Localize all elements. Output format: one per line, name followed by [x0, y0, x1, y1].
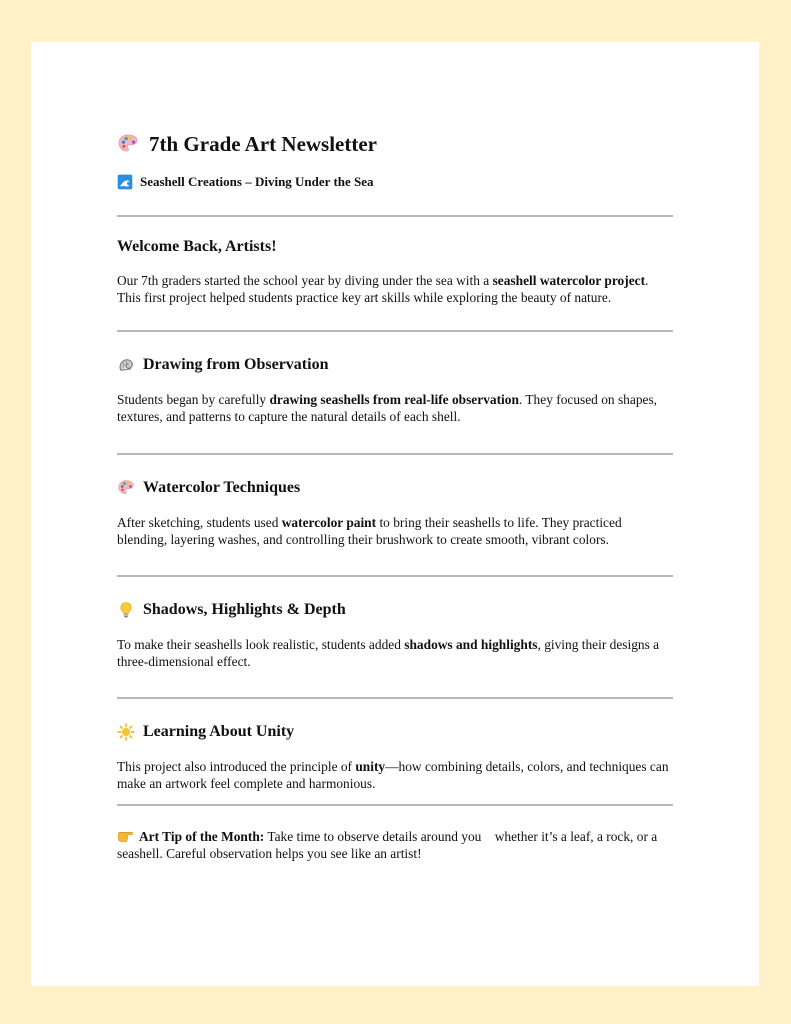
sun-icon [117, 723, 135, 741]
subtitle-row [117, 173, 673, 191]
tip-label: Art Tip of the Month: [139, 829, 265, 844]
observation-paragraph: Students began by carefully drawing seashells from real-life observation. They focused on shapes, textures, and patterns to capture the natural details of each shell. [117, 392, 658, 424]
page-subtitle: Seashell Creations – Diving Under the Sea [140, 174, 374, 189]
emphasis: drawing seashells from real-life observation [269, 392, 519, 407]
divider [117, 804, 673, 806]
divider [117, 575, 673, 577]
divider [117, 330, 673, 332]
welcome-title: Welcome Back, Artists! [117, 238, 277, 255]
pointing-hand-icon [117, 828, 134, 843]
spiral-shell-icon [117, 356, 135, 374]
page-title-row [117, 129, 673, 159]
emphasis: watercolor paint [281, 515, 377, 530]
welcome-heading [117, 237, 673, 257]
light-bulb-icon [117, 601, 135, 619]
artist-palette-icon [117, 479, 135, 497]
divider [117, 697, 673, 699]
unity-paragraph: This project also introduced the principle of unity—how combining details, colors, and techniques can make an artwork feel complete and harmonious. [117, 759, 669, 791]
unity-heading [117, 722, 673, 742]
page-title: 7th Grade Art Newsletter [149, 131, 378, 156]
newsletter-content [117, 129, 673, 862]
observation-title: Drawing from Observation [143, 356, 329, 373]
tip-text: Take time to observe details around you whether it’s a leaf, a rock, or a seashell. Careful observation helps you see like an artist! [117, 829, 661, 861]
watercolor-paragraph: After sketching, students used watercolor paint to bring their seashells to life. They practiced blending, layering washes, and controlling their brushwork to create smooth, vibrant colors. [117, 515, 622, 547]
shadows-title: Shadows, Highlights & Depth [143, 601, 346, 618]
tip-paragraph [117, 828, 673, 862]
newsletter-page [31, 42, 759, 986]
divider [117, 453, 673, 455]
water-wave-icon [117, 174, 133, 190]
emphasis: seashell watercolor project [492, 273, 646, 288]
watercolor-title: Watercolor Techniques [143, 479, 301, 496]
artist-palette-icon [117, 133, 139, 155]
shadows-paragraph: To make their seashells look realistic, students added shadows and highlights, giving their designs a three-dimensional effect. [117, 637, 660, 669]
watercolor-heading [117, 478, 673, 498]
unity-title: Learning About Unity [143, 723, 295, 740]
shadows-heading [117, 600, 673, 620]
welcome-paragraph: Our 7th graders started the school year by diving under the sea with a seashell watercolor project. This first project helped students practice key art skills while exploring the beauty of nature. [117, 273, 649, 305]
divider [117, 215, 673, 217]
emphasis: shadows and highlights [404, 637, 538, 652]
observation-heading [117, 355, 673, 375]
emphasis: unity [355, 759, 386, 774]
